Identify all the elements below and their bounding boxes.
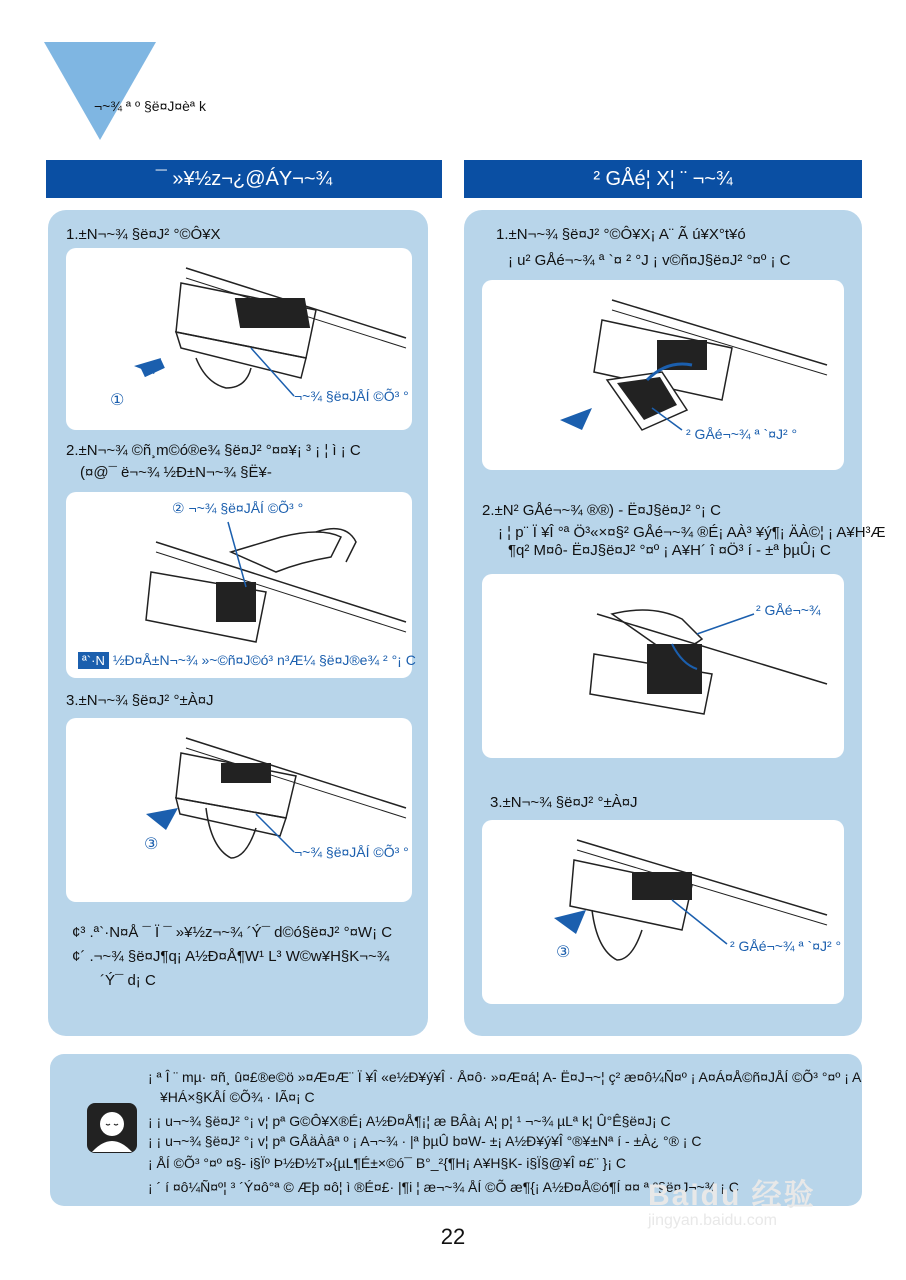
note-tag: ª`·N (78, 652, 109, 669)
right-card-1 (482, 280, 844, 470)
right-step-2-line2: ¡ ¦ p¨ Ï ¥Î °ª Ö³«×¤§² GÅé¬~¾ ®É¡ AÀ³ ¥ý¶¡ ÄÀ©¦ ¡ A¥H³Æ (498, 524, 886, 541)
left-card-3 (66, 718, 412, 902)
drawer-push-right-illustration (482, 820, 844, 1004)
right-step-2-line1: 2.±N² GÅé¬~¾ ®®) - Ë¤J§ë¤J² °¡ C (482, 502, 721, 519)
right-card-3 (482, 820, 844, 1004)
bottom-line-4: ¡ ¡ u¬~¾ §ë¤J² °¡ v¦ pª GÅäÀâª º ¡ A¬~¾ · |ª þµÛ b¤W- ±¡ A½Ð¥ý¥Î °®¥±Nª í - ±À¿ °® ¡ C (148, 1133, 702, 1149)
step-number-1: ① (110, 392, 125, 409)
bottom-line-6: ¡ ´ í ¤ô¼Ñ¤º¦ ³ ´Ý¤ô°ª © Æþ ¤ô¦ ì ®É¤£· |¶i ¦ æ¬~¾ ÅÍ ©Õ æ¶{¡ A½Ð¤Å©ó¶Í ¤¤ ª º§ë¤J¬~¾ ¡ C (148, 1179, 739, 1195)
drawer-push-illustration (66, 718, 412, 902)
bottom-line-1: ¡ ª Î ¨ mµ· ¤ñ¸ û¤£®e©ö »¤Æ¤Æ¨ Ï ¥Î «e½Ð¥ý¥Î · Å¤ô· »¤Æ¤á¦ A- Ë¤J¬~¦ ç² æ¤ô¼Ñ¤º ¡ A¤Á¤Å©ñ¤JÅÍ ©Õ³ °¤º ¡ A (148, 1069, 862, 1085)
pour-detergent-illustration (66, 492, 412, 678)
left-card-1 (66, 248, 412, 430)
watermark-brand: Baidu 经验 (648, 1179, 816, 1212)
bottom-line-2: ¥HÁ×§KÅÍ ©Õ¾ · IÃ¤¡ C (160, 1089, 315, 1105)
bottom-line-5: ¡ ÅÍ ©Õ³ °¤º ¤§- i§Ïº Þ½Ð½T»{µL¶É±×©ó¯ B°_²{¶H¡ A¥H§K- i§Ï§@¥Î ¤£¨ }¡ C (148, 1155, 627, 1171)
watermark-url: jingyan.baidu.com (648, 1212, 777, 1229)
right-step-1-line2: ¡ u² GÅé¬~¾ ª `¤ ² °J ¡ v©ñ¤J§ë¤J² °¤º ¡ C (508, 252, 791, 269)
left-note (78, 652, 416, 668)
left-step-2-line2: (¤@¯ ë¬~¾ ½Ð±N¬~¾ §Ë¥- (80, 464, 272, 481)
page-title: ¬~¾ ª º §ë¤J¤èª k (94, 98, 206, 114)
bottom-line-3: ¡ ¡ u¬~¾ §ë¤J² °¡ v¦ pª G©Ô¥X®É¡ A½Ð¤Å¶¡¦ æ BÂà¡ A¦ p¦ ¹ ¬~¾ µLª k¦ Û°Ê§ë¤J¡ C (148, 1113, 671, 1129)
note-text: ½Ð¤Å±N¬~¾ »~©ñ¤J©ó³ n³Æ¼ §ë¤J®e¾ ² °¡ C (112, 652, 416, 668)
right-step-1-line1: 1.±N¬~¾ §ë¤J² °©Ô¥X¡ A¨ Ã ú¥X°t¥ó (496, 226, 746, 243)
right-card-1-label: ² GÅé¬~¾ ª `¤J² ° (686, 426, 798, 442)
left-step-1: 1.±N¬~¾ §ë¤J² °©Ô¥X (66, 226, 221, 243)
left-card-3-label: ¬~¾ §ë¤JÅÍ ©Õ³ ° (294, 844, 409, 860)
left-step-3: 3.±N¬~¾ §ë¤J² °±À¤J (66, 692, 214, 709)
page-number: 22 (440, 1224, 466, 1249)
right-step-3: 3.±N¬~¾ §ë¤J² °±À¤J (490, 794, 638, 811)
left-section-bar: ¯ »¥½z¬¿@ÁY¬~¾ (46, 160, 442, 198)
left-card-2-label: ② ¬~¾ §ë¤JÅÍ ©Õ³ ° (172, 500, 304, 516)
left-foot-2-line1: ¢´ .¬~¾ §ë¤J¶q¡ A½Ð¤Å¶W¹ L³ W©w¥H§K¬~¾ (72, 948, 390, 965)
step-number-3-right: ③ (556, 944, 571, 961)
step-number-3-left: ③ (144, 836, 159, 853)
right-step-2-line3: ¶q² M¤ô- Ë¤J§ë¤J² °¤º ¡ A¥H´ î ¤Ö³ í - ±ª þµÛ¡ C (508, 542, 831, 559)
left-step-2-line1: 2.±N¬~¾ ©ñ¸m©ó®e¾ §ë¤J² °¤¤¥¡ ³ ¡ ¦ ì ¡ C (66, 442, 361, 459)
left-card-2 (66, 492, 412, 678)
avatar-face-icon (86, 1102, 138, 1154)
right-card-2 (482, 574, 844, 758)
right-card-2-label: ² GÅé¬~¾ (756, 602, 821, 618)
right-card-3-label: ² GÅé¬~¾ ª `¤J² ° (730, 938, 842, 954)
left-card-1-label: ¬~¾ §ë¤JÅÍ ©Õ³ ° (294, 388, 409, 404)
left-foot-1: ¢³ .ª`·N¤Å ¯ Ï ¯ »¥½z¬~¾ ´Ý¯ d©ó§ë¤J² °¤W¡ C (72, 924, 393, 941)
header-triangle-icon (44, 42, 156, 140)
left-foot-2-line2: ´Ý¯ d¡ C (100, 972, 156, 989)
right-section-bar: ² GÅé¦ X¦ ¨ ¬~¾ (464, 160, 862, 198)
